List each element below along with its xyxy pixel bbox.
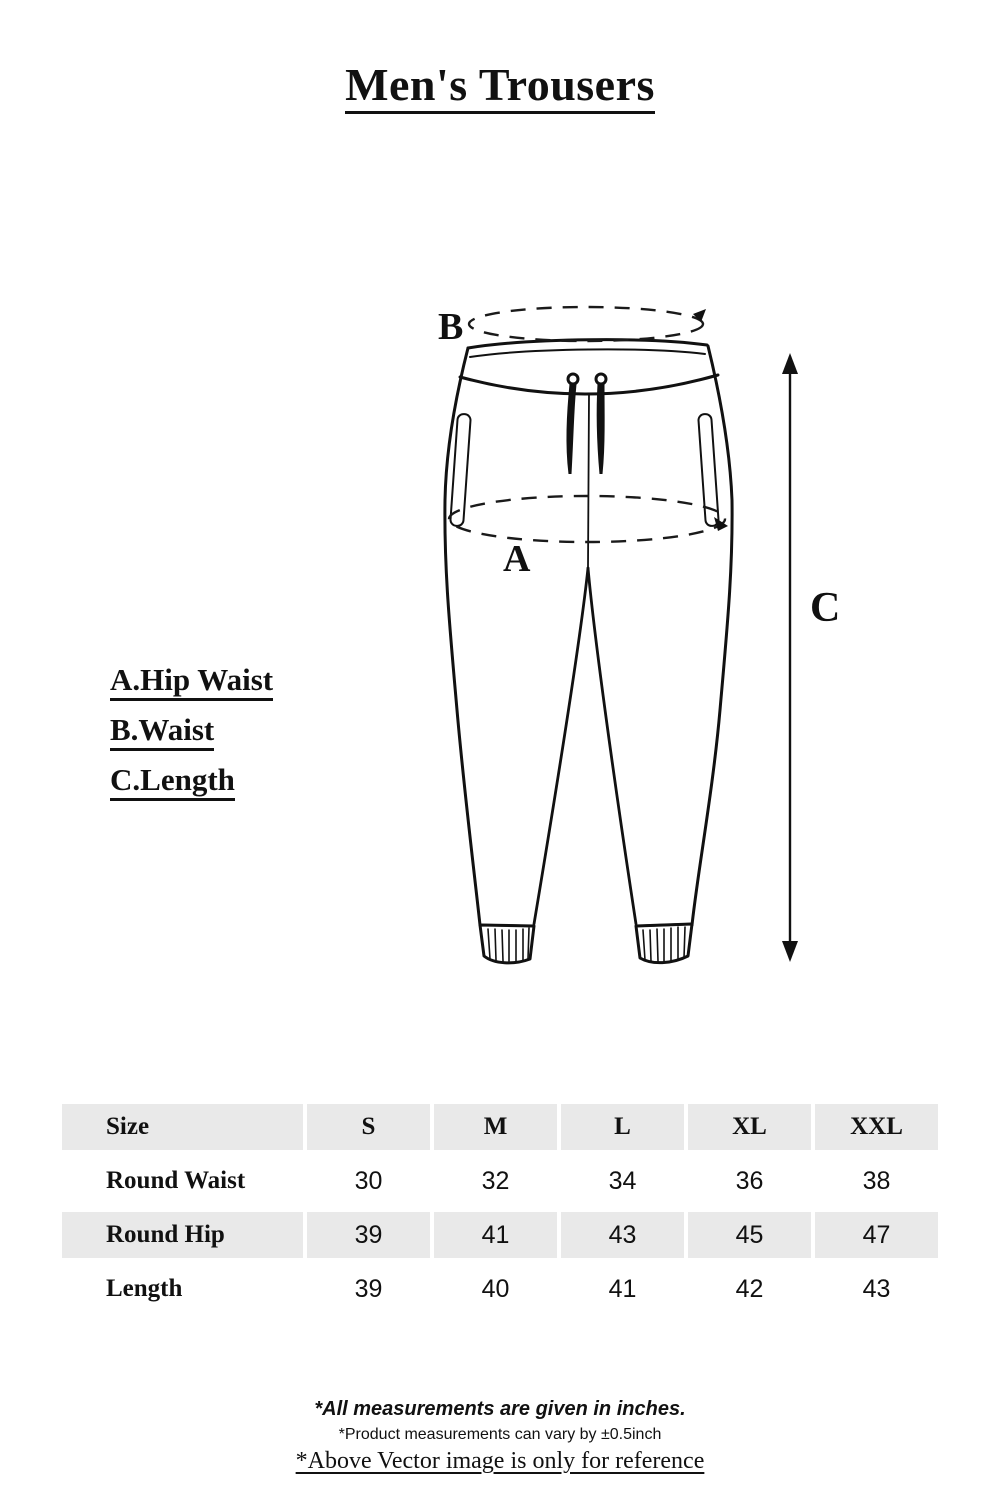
size-value: 41 [434,1212,557,1258]
size-value: 39 [307,1212,430,1258]
right-drawstring [597,384,605,474]
legend-item-length: C.Length [110,762,273,798]
marker-c: C [810,585,841,631]
left-drawstring [566,384,576,474]
footnote-tolerance: *Product measurements can vary by ±0.5inch [338,1426,662,1443]
legend-item-waist: B.Waist [110,712,273,748]
size-value: 30 [354,1166,383,1195]
row-label: Length [106,1275,183,1302]
column-header-l: L [561,1104,684,1150]
size-value: 39 [354,1274,383,1303]
size-value: 34 [608,1166,637,1195]
column-header-size: Size [62,1104,303,1150]
row-label: Round Waist [106,1167,246,1194]
footnote-units: *All measurements are given in inches. [314,1398,686,1420]
size-value: 32 [481,1166,510,1195]
column-header-xl: XL [688,1104,811,1150]
left-eyelet [568,374,578,384]
size-value: 42 [735,1274,764,1303]
column-header-m: M [434,1104,557,1150]
trousers-diagram [430,290,870,980]
size-value: 38 [862,1166,891,1195]
size-table-header-row [62,1104,938,1150]
measurement-legend [110,662,273,812]
right-cuff-ribbing [643,927,685,961]
hip-measure-ellipse [449,496,725,542]
table-row-round-hip [62,1212,938,1258]
waist-measure-ellipse [469,307,703,341]
size-value: 45 [688,1212,811,1258]
right-eyelet [596,374,606,384]
size-value: 43 [862,1274,891,1303]
size-table [58,1096,942,1320]
trousers-outline-lines [445,340,732,963]
right-pocket-slit [698,414,719,527]
table-row-round-waist [62,1158,938,1204]
left-pocket-slit [450,414,471,527]
waist-ellipse-arrowhead [693,309,706,322]
column-header-xxl: XXL [815,1104,938,1150]
size-value: 43 [561,1212,684,1258]
size-value: 36 [735,1166,764,1195]
row-label: Round Hip [62,1212,303,1258]
footnote-reference: *Above Vector image is only for reference [295,1448,705,1474]
legend-item-hip-waist: A.Hip Waist [110,662,273,698]
left-cuff-ribbing [488,928,529,961]
size-value: 40 [481,1274,510,1303]
size-value: 47 [815,1212,938,1258]
marker-a: A [503,538,531,580]
table-row-length [62,1266,938,1312]
size-value: 41 [608,1274,637,1303]
column-header-s: S [307,1104,430,1150]
marker-b: B [438,306,464,348]
page-title: Men's Trousers [0,58,1000,111]
